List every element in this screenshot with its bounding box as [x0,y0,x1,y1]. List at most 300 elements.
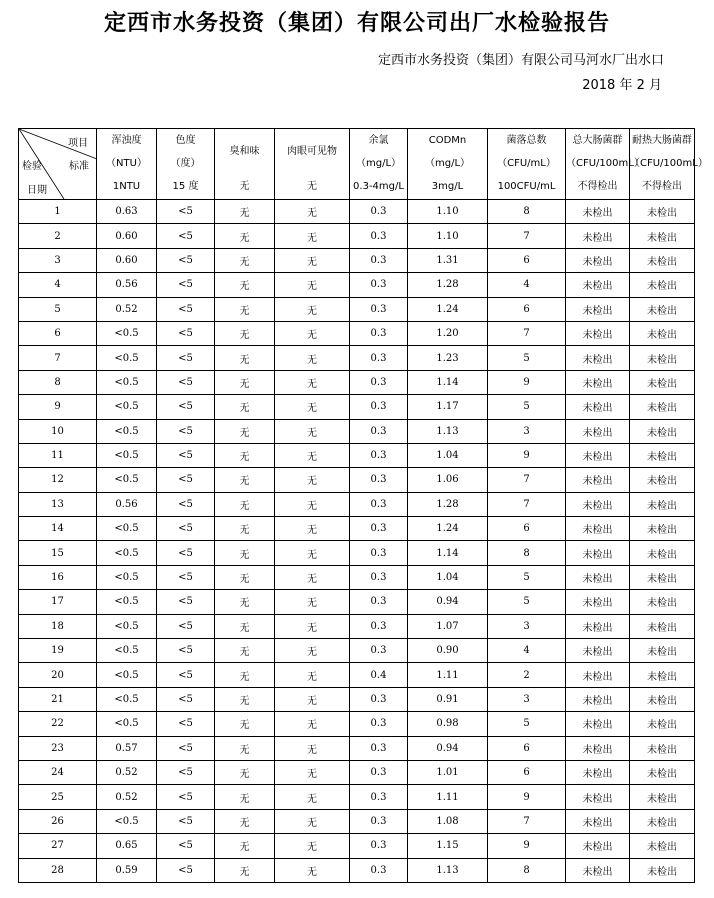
table-cell: 8 [488,858,566,882]
table-cell: 1 [19,200,97,224]
table-cell: <0.5 [97,590,157,614]
table-cell: 无 [215,712,275,736]
table-cell: 未检出 [566,273,630,297]
table-cell: 未检出 [566,809,630,833]
column-header-9 [630,129,708,200]
table-cell: 16 [19,565,97,589]
table-cell: <5 [157,565,215,589]
column-standard: 不得检出 [577,181,618,192]
table-cell: 未检出 [566,760,630,784]
table-cell: 无 [215,663,275,687]
table-cell: 7 [488,224,566,248]
table-cell: 3 [488,687,566,711]
corner-header-cell [19,129,97,200]
table-cell: 1.07 [408,614,488,638]
table-cell: <5 [157,614,215,638]
table-cell: 无 [275,785,350,809]
table-cell: 无 [215,443,275,467]
table-cell: 8 [19,370,97,394]
table-cell: 0.3 [350,834,408,858]
table-cell: 0.90 [408,639,488,663]
table-cell: 28 [19,858,97,882]
table-cell: 4 [488,639,566,663]
table-cell: 0.91 [408,687,488,711]
column-unit: （CFU/100mL） [566,158,644,169]
table-cell: 1.24 [408,297,488,321]
table-cell: 未检出 [630,346,695,370]
table-cell: 无 [215,517,275,541]
table-cell: 无 [215,346,275,370]
table-cell: 未检出 [630,736,695,760]
report-date: 2018 年 2 月 [582,78,662,93]
table-cell: 无 [215,200,275,224]
table-cell: 5 [488,395,566,419]
table-cell: 无 [215,858,275,882]
table-cell: <5 [157,809,215,833]
table-cell: 无 [215,785,275,809]
table-cell: 6 [488,297,566,321]
table-cell: 0.60 [97,224,157,248]
table-cell: 无 [275,395,350,419]
column-standard: 3mg/L [431,181,464,192]
table-cell: 未检出 [566,834,630,858]
table-cell: 未检出 [630,443,695,467]
table-cell: 9 [488,834,566,858]
table-cell: 2 [19,224,97,248]
table-cell: 13 [19,492,97,516]
table-cell: 6 [488,248,566,272]
table-cell: 无 [275,663,350,687]
table-body [19,129,708,883]
table-cell: 0.98 [408,712,488,736]
table-cell: 未检出 [566,248,630,272]
table-cell: 无 [215,492,275,516]
column-header-5 [350,129,408,200]
table-cell: 7 [19,346,97,370]
column-unit: （CFU/mL） [497,158,556,169]
table-row [19,517,695,541]
table-cell: <5 [157,419,215,443]
table-cell: 无 [215,565,275,589]
table-cell: 20 [19,663,97,687]
table-cell: 无 [275,492,350,516]
column-name: 总大肠菌群 [572,135,623,146]
table-cell: 未检出 [630,419,695,443]
table-cell: <5 [157,492,215,516]
table-cell: 无 [275,321,350,345]
column-header-1 [97,129,157,200]
table-cell: 无 [275,200,350,224]
table-cell: 4 [19,273,97,297]
table-cell: <5 [157,858,215,882]
table-cell: <0.5 [97,443,157,467]
column-name: 浑浊度 [111,135,142,146]
column-header-4 [275,129,350,200]
table-cell: 1.11 [408,785,488,809]
table-cell: 22 [19,712,97,736]
table-cell: 未检出 [566,419,630,443]
report-table [18,128,708,883]
table-cell: 无 [275,809,350,833]
table-cell: 0.3 [350,858,408,882]
column-unit: （CFU/100mL） [630,158,708,169]
table-cell: <5 [157,224,215,248]
table-cell: 未检出 [630,834,695,858]
table-row [19,273,695,297]
table-cell: 未检出 [630,639,695,663]
table-cell: 未检出 [566,785,630,809]
table-cell: 无 [215,687,275,711]
table-row [19,346,695,370]
table-cell: 0.3 [350,541,408,565]
table-cell: 未检出 [630,760,695,784]
table-row [19,565,695,589]
table-cell: 7 [488,468,566,492]
corner-date-label: 日期 [27,185,47,196]
table-cell: 1.14 [408,541,488,565]
table-cell: 0.3 [350,785,408,809]
table-row [19,297,695,321]
table-cell: 无 [275,346,350,370]
table-cell: <5 [157,468,215,492]
table-cell: 0.65 [97,834,157,858]
table-cell: 1.23 [408,346,488,370]
table-cell: 无 [215,468,275,492]
table-cell: 无 [275,736,350,760]
table-cell: 9 [488,370,566,394]
column-header-2 [157,129,215,200]
table-cell: 18 [19,614,97,638]
table-cell: 未检出 [630,614,695,638]
table-cell: 无 [215,590,275,614]
table-row [19,736,695,760]
table-cell: 1.28 [408,273,488,297]
column-standard: 无 [307,181,317,192]
table-cell: 0.3 [350,517,408,541]
table-cell: 0.4 [350,663,408,687]
table-cell: 5 [488,712,566,736]
table-row [19,614,695,638]
table-cell: 1.11 [408,663,488,687]
table-cell: 0.3 [350,687,408,711]
table-cell: 6 [488,760,566,784]
table-cell: 未检出 [566,663,630,687]
table-cell: <0.5 [97,663,157,687]
table-row [19,590,695,614]
table-row [19,224,695,248]
table-cell: 0.63 [97,200,157,224]
table-cell: 无 [215,760,275,784]
table-cell: 14 [19,517,97,541]
table-cell: 27 [19,834,97,858]
table-cell: 未检出 [630,492,695,516]
table-cell: 未检出 [630,785,695,809]
table-cell: 1.04 [408,443,488,467]
table-cell: 9 [488,443,566,467]
table-cell: <5 [157,639,215,663]
table-cell: 0.52 [97,760,157,784]
table-cell: 0.3 [350,565,408,589]
table-cell: 无 [275,614,350,638]
table-row [19,712,695,736]
table-cell: <0.5 [97,395,157,419]
table-cell: 无 [215,395,275,419]
table-cell: 15 [19,541,97,565]
table-cell: 未检出 [630,565,695,589]
table-cell: 19 [19,639,97,663]
column-name: CODMn [428,135,467,146]
table-row [19,248,695,272]
table-cell: 0.3 [350,614,408,638]
table-row [19,468,695,492]
table-cell: 未检出 [566,370,630,394]
table-cell: 0.3 [350,736,408,760]
column-name: 肉眼可见物 [287,146,337,157]
table-cell: 无 [275,565,350,589]
table-row [19,760,695,784]
column-header-8 [566,129,644,200]
table-cell: 9 [19,395,97,419]
column-unit: （NTU） [106,158,147,169]
table-cell: 未检出 [630,590,695,614]
table-cell: <5 [157,687,215,711]
table-cell: 未检出 [566,639,630,663]
table-cell: 未检出 [630,248,695,272]
table-cell: 25 [19,785,97,809]
table-cell: 12 [19,468,97,492]
table-cell: 未检出 [566,321,630,345]
column-standard: 不得检出 [642,181,682,192]
table-cell: 未检出 [630,663,695,687]
corner-item-label: 项目 [68,138,88,149]
table-row [19,492,695,516]
table-cell: <5 [157,834,215,858]
table-cell: <0.5 [97,468,157,492]
table-cell: 0.3 [350,200,408,224]
table-cell: 未检出 [566,590,630,614]
table-cell: 无 [215,614,275,638]
table-cell: 1.13 [408,858,488,882]
table-cell: 未检出 [566,492,630,516]
table-cell: 无 [275,687,350,711]
table-cell: 无 [275,858,350,882]
table-cell: <5 [157,443,215,467]
table-cell: 5 [488,590,566,614]
table-cell: 8 [488,200,566,224]
table-cell: 23 [19,736,97,760]
table-cell: 无 [275,468,350,492]
table-cell: 0.60 [97,248,157,272]
table-cell: 0.3 [350,419,408,443]
table-cell: 21 [19,687,97,711]
table-cell: 未检出 [566,517,630,541]
table-row [19,834,695,858]
table-cell: 无 [215,297,275,321]
table-cell: <5 [157,736,215,760]
table-cell: <0.5 [97,639,157,663]
table-cell: 无 [275,248,350,272]
table-cell: 0.3 [350,395,408,419]
column-name: 臭和味 [229,146,260,157]
table-cell: 0.3 [350,297,408,321]
table-cell: 1.31 [408,248,488,272]
table-cell: 6 [488,517,566,541]
table-cell: 0.3 [350,346,408,370]
table-cell: 未检出 [566,224,630,248]
table-cell: 1.01 [408,760,488,784]
table-cell: 未检出 [566,541,630,565]
table-cell: <0.5 [97,517,157,541]
table-cell: 5 [488,346,566,370]
table-cell: 未检出 [630,468,695,492]
table-cell: 无 [275,370,350,394]
table-cell: <0.5 [97,809,157,833]
table-cell: <5 [157,346,215,370]
table-cell: <5 [157,541,215,565]
table-cell: <0.5 [97,541,157,565]
table-cell: 未检出 [630,395,695,419]
table-cell: 7 [488,321,566,345]
table-cell: 未检出 [566,736,630,760]
table-row [19,395,695,419]
table-cell: 0.94 [408,736,488,760]
table-cell: 未检出 [566,614,630,638]
table-cell: 0.3 [350,639,408,663]
table-cell: <0.5 [97,712,157,736]
table-row [19,370,695,394]
table-row [19,858,695,882]
table-cell: 10 [19,419,97,443]
table-cell: 无 [215,224,275,248]
table-cell: 未检出 [566,200,630,224]
table-cell: 1.14 [408,370,488,394]
table-cell: 未检出 [566,443,630,467]
table-cell: 0.52 [97,297,157,321]
table-row [19,443,695,467]
table-cell: 无 [275,517,350,541]
table-cell: 17 [19,590,97,614]
table-row [19,200,695,224]
table-cell: 无 [215,273,275,297]
table-cell: <5 [157,760,215,784]
table-cell: 0.3 [350,321,408,345]
column-standard: 0.3-4mg/L [353,181,404,192]
table-cell: 3 [488,614,566,638]
table-cell: <0.5 [97,614,157,638]
column-name: 耐热大肠菌群 [632,135,692,146]
table-cell: 无 [275,224,350,248]
table-cell: 0.3 [350,224,408,248]
table-cell: 8 [488,541,566,565]
table-cell: 无 [275,760,350,784]
table-cell: 0.3 [350,468,408,492]
table-cell: 无 [215,248,275,272]
table-cell: 0.52 [97,785,157,809]
table-cell: <0.5 [97,346,157,370]
table-cell: 1.10 [408,224,488,248]
column-unit: （mg/L） [355,158,402,169]
table-cell: <5 [157,321,215,345]
table-cell: 2 [488,663,566,687]
table-cell: 0.56 [97,273,157,297]
table-cell: 0.3 [350,760,408,784]
column-header-7 [488,129,566,200]
table-cell: 无 [215,370,275,394]
table-cell: 未检出 [630,200,695,224]
table-cell: 1.04 [408,565,488,589]
table-cell: <0.5 [97,321,157,345]
table-cell: 0.3 [350,809,408,833]
report-subtitle: 定西市水务投资（集团）有限公司马河水厂出水口 [377,53,664,68]
table-cell: 未检出 [566,297,630,321]
table-cell: 无 [215,321,275,345]
table-cell: <5 [157,785,215,809]
table-cell: 0.59 [97,858,157,882]
table-cell: <0.5 [97,565,157,589]
table-cell: 7 [488,492,566,516]
table-cell: 未检出 [566,858,630,882]
table-row [19,809,695,833]
table-cell: 无 [275,639,350,663]
table-cell: <5 [157,200,215,224]
table-cell: <0.5 [97,419,157,443]
table-cell: 1.13 [408,419,488,443]
table-cell: 0.3 [350,370,408,394]
table-cell: 无 [275,297,350,321]
table-row [19,639,695,663]
table-cell: 7 [488,809,566,833]
table-cell: 无 [275,712,350,736]
table-cell: 4 [488,273,566,297]
table-row [19,321,695,345]
table-cell: 无 [275,834,350,858]
table-cell: 未检出 [566,712,630,736]
table-cell: 0.3 [350,273,408,297]
table-cell: 0.57 [97,736,157,760]
table-cell: 未检出 [630,687,695,711]
table-cell: <5 [157,590,215,614]
table-cell: 0.3 [350,712,408,736]
table-cell: <5 [157,297,215,321]
table-cell: <5 [157,663,215,687]
table-cell: <5 [157,248,215,272]
table-cell: 无 [215,834,275,858]
column-standard: 100CFU/mL [497,181,556,192]
column-unit: （mg/L） [424,158,471,169]
table-cell: 1.20 [408,321,488,345]
table-cell: 5 [19,297,97,321]
table-cell: 未检出 [630,809,695,833]
table-cell: 无 [215,541,275,565]
table-cell: 未检出 [630,297,695,321]
table-cell: <5 [157,273,215,297]
table-row [19,541,695,565]
table-cell: 3 [19,248,97,272]
table-cell: 未检出 [630,517,695,541]
table-cell: <5 [157,395,215,419]
table-header-row [19,129,695,200]
table-cell: 1.06 [408,468,488,492]
column-standard: 15 度 [172,181,199,192]
table-cell: 1.24 [408,517,488,541]
table-cell: <0.5 [97,687,157,711]
table-cell: 1.15 [408,834,488,858]
report-title: 定西市水务投资（集团）有限公司出厂水检验报告 [103,11,610,36]
table-cell: 无 [275,590,350,614]
table-cell: 未检出 [566,395,630,419]
table-cell: 1.17 [408,395,488,419]
corner-check-label: 检验 [22,161,42,172]
